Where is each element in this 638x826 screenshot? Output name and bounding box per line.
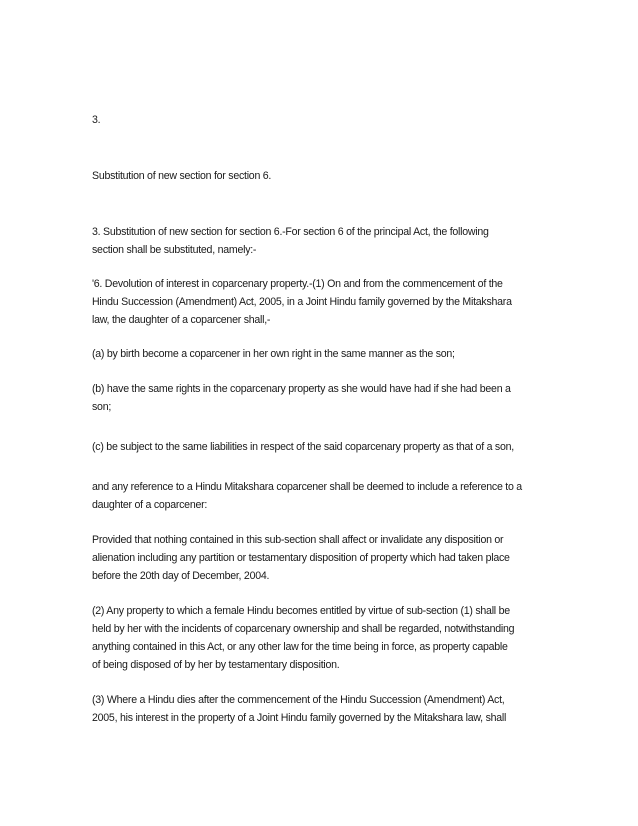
text-line: daughter of a coparcener: bbox=[92, 499, 208, 511]
text-line: son; bbox=[92, 401, 112, 413]
text-line: law, the daughter of a coparcener shall,- bbox=[92, 314, 271, 326]
text-line: (a) by birth become a coparcener in her own right in the same manner as the son; bbox=[92, 348, 455, 360]
text-line: (2) Any property to which a female Hindu becomes entitled by virtue of sub-section (1) shall be bbox=[92, 605, 510, 617]
text-line: Provided that nothing contained in this sub-section shall affect or invalidate any disposition or bbox=[92, 534, 504, 546]
text-line: and any reference to a Hindu Mitakshara coparcener shall be deemed to include a reference to a bbox=[92, 481, 522, 493]
text-line: (b) have the same rights in the coparcenary property as she would have had if she had been a bbox=[92, 383, 511, 395]
section-heading: Substitution of new section for section 6. bbox=[92, 170, 272, 182]
text-line: of being disposed of by her by testamentary disposition. bbox=[92, 659, 340, 671]
section-number: 3. bbox=[92, 114, 101, 126]
text-line: section shall be substituted, namely:- bbox=[92, 244, 257, 256]
text-line: '6. Devolution of interest in coparcenary property.-(1) On and from the commencement of the bbox=[92, 278, 503, 290]
text-line: 2005, his interest in the property of a Joint Hindu family governed by the Mitakshara law, shall bbox=[92, 712, 507, 724]
text-line: Hindu Succession (Amendment) Act, 2005, in a Joint Hindu family governed by the Mitakshara bbox=[92, 296, 512, 308]
text-line: 3. Substitution of new section for section 6.-For section 6 of the principal Act, the following bbox=[92, 226, 489, 238]
text-line: (3) Where a Hindu dies after the commencement of the Hindu Succession (Amendment) Act, bbox=[92, 694, 505, 706]
text-line: before the 20th day of December, 2004. bbox=[92, 570, 270, 582]
text-line: anything contained in this Act, or any other law for the time being in force, as property capable bbox=[92, 641, 508, 653]
text-line: alienation including any partition or testamentary disposition of property which had taken place bbox=[92, 552, 510, 564]
text-line: held by her with the incidents of coparcenary ownership and shall be regarded, notwithstanding bbox=[92, 623, 515, 635]
text-line: (c) be subject to the same liabilities in respect of the said coparcenary property as that of a son, bbox=[92, 441, 514, 453]
